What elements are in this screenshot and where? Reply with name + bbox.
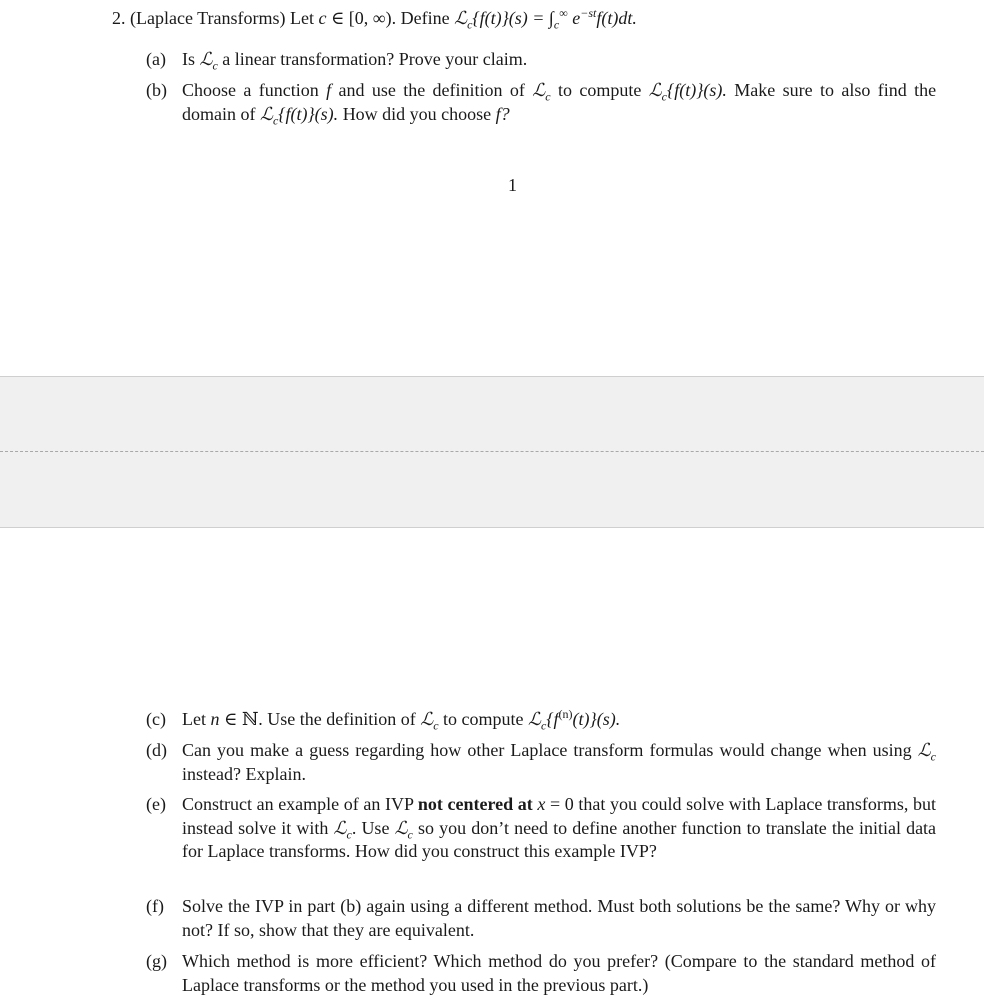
part-c-expr-b: (t)}(s). <box>572 709 621 729</box>
part-e-bold: not centered at <box>417 794 533 814</box>
exp-base: e <box>572 8 581 28</box>
part-e-text-4: so you don’t need to define another function to translate the initial data for Laplace transforms. How did you construct this example IVP? <box>182 817 937 861</box>
part-b-text-1: Choose a function <box>182 80 319 100</box>
part-b-text-2: and use the definition of <box>338 80 525 100</box>
part-b-f: f <box>326 80 332 100</box>
integrand-tail: f(t)dt. <box>596 8 637 28</box>
part-c-text-1: Let <box>182 709 206 729</box>
part-d-label: (d) <box>146 740 167 760</box>
part-a-text-1: Is <box>182 49 195 69</box>
part-c: (c) Let n ∈ ℕ. Use the definition of ℒ$_c$ to compute $ℒ_c\{f^{(n)}(t)\}(s)$. <box>146 707 621 733</box>
part-d: (d) Can you make a guess regarding how other Laplace transform formulas would change when using ℒ$_c$ instead? Explain. <box>146 740 936 784</box>
problem-intro: (Laplace Transforms) Let <box>130 8 314 28</box>
part-b-expr: {f(t)}(s). <box>667 80 727 100</box>
part-b: (b) Choose a function f and use the definition of ℒ$_c$ to compute ℒ$_c${f(t)}(s). Make sure to also find the domain of ℒ$_c${f(t)}(s). How did you choose f? <box>146 80 937 128</box>
page-number: 1 <box>508 175 517 195</box>
part-e-label: (e) <box>146 794 166 814</box>
part-b-end: f? <box>495 103 510 124</box>
part-b-label: (b) <box>146 80 167 100</box>
problem-statement <box>112 6 962 32</box>
part-b-text-4: Make sure to also find the domain of <box>182 80 937 124</box>
integral-lower: c <box>553 17 560 32</box>
page-separator <box>0 376 984 528</box>
part-f-text: Solve the IVP in part (b) again using a different method. Must both solutions be the same? Why or why not? If so, show that they are equivalent. <box>182 896 936 940</box>
part-c-expr-sup: (n) <box>558 707 573 721</box>
part-d-text-2: instead? Explain. <box>182 763 306 784</box>
part-e-text-1: Construct an example of an IVP <box>182 794 414 814</box>
part-b-expr-2: {f(t)}(s). <box>278 103 339 124</box>
laplace-symbol: ℒ <box>454 8 468 29</box>
laplace-sub: c <box>467 17 473 32</box>
part-e-text-2: = 0 that you could solve with Laplace transforms, but instead solve it with <box>182 794 937 838</box>
part-e-x: x <box>537 794 546 814</box>
part-b-text-3: to compute <box>557 80 642 100</box>
interval: [0, ∞). <box>348 8 397 28</box>
page-break-line <box>0 451 984 452</box>
part-g-text: Which method is more efficient? Which method do you prefer? (Compare to the standard method of Laplace transforms or the method you used in the previous part.) <box>182 951 936 995</box>
part-g <box>146 950 936 997</box>
problem-number: 2. <box>112 8 126 28</box>
part-c-expr-a: {f <box>546 709 559 729</box>
part-d-text-1: Can you make a guess regarding how other Laplace transform formulas would change when using <box>182 740 912 760</box>
part-a: (a) Is ℒ$_c$ a linear transformation? Prove your claim. <box>146 49 528 73</box>
part-c-n: n <box>210 709 220 729</box>
brace-expression: {f(t)}(s) = <box>472 8 545 28</box>
part-e: (e) Construct an example of an IVP not centered at x = 0 that you could solve with Laplace transforms, but instead solve it with ℒ$_c$. Use ℒ$_c$ so you don’t need to define another function to translate the initial data for Laplace transforms. How did you construct this example IVP? <box>146 794 937 861</box>
part-e-text-3: . Use <box>351 817 390 838</box>
define-word: Define <box>400 8 450 28</box>
var-c: c <box>318 8 327 28</box>
part-c-text-3: to compute <box>443 709 524 729</box>
part-a-text-2: a linear transformation? Prove your claim. <box>222 49 528 69</box>
part-g-label: (g) <box>146 951 167 971</box>
exp-power: −st <box>580 6 597 20</box>
part-a-label: (a) <box>146 49 166 69</box>
elem-symbol: ∈ <box>330 8 345 28</box>
part-c-label: (c) <box>146 709 166 729</box>
part-b-text-5: How did you choose <box>342 103 492 124</box>
integral-sign: ∫ <box>548 8 554 28</box>
integral-upper: ∞ <box>559 6 568 20</box>
part-f <box>146 895 936 942</box>
part-c-text-2: ∈ ℕ. Use the definition of <box>224 709 416 729</box>
part-f-label: (f) <box>146 896 164 916</box>
